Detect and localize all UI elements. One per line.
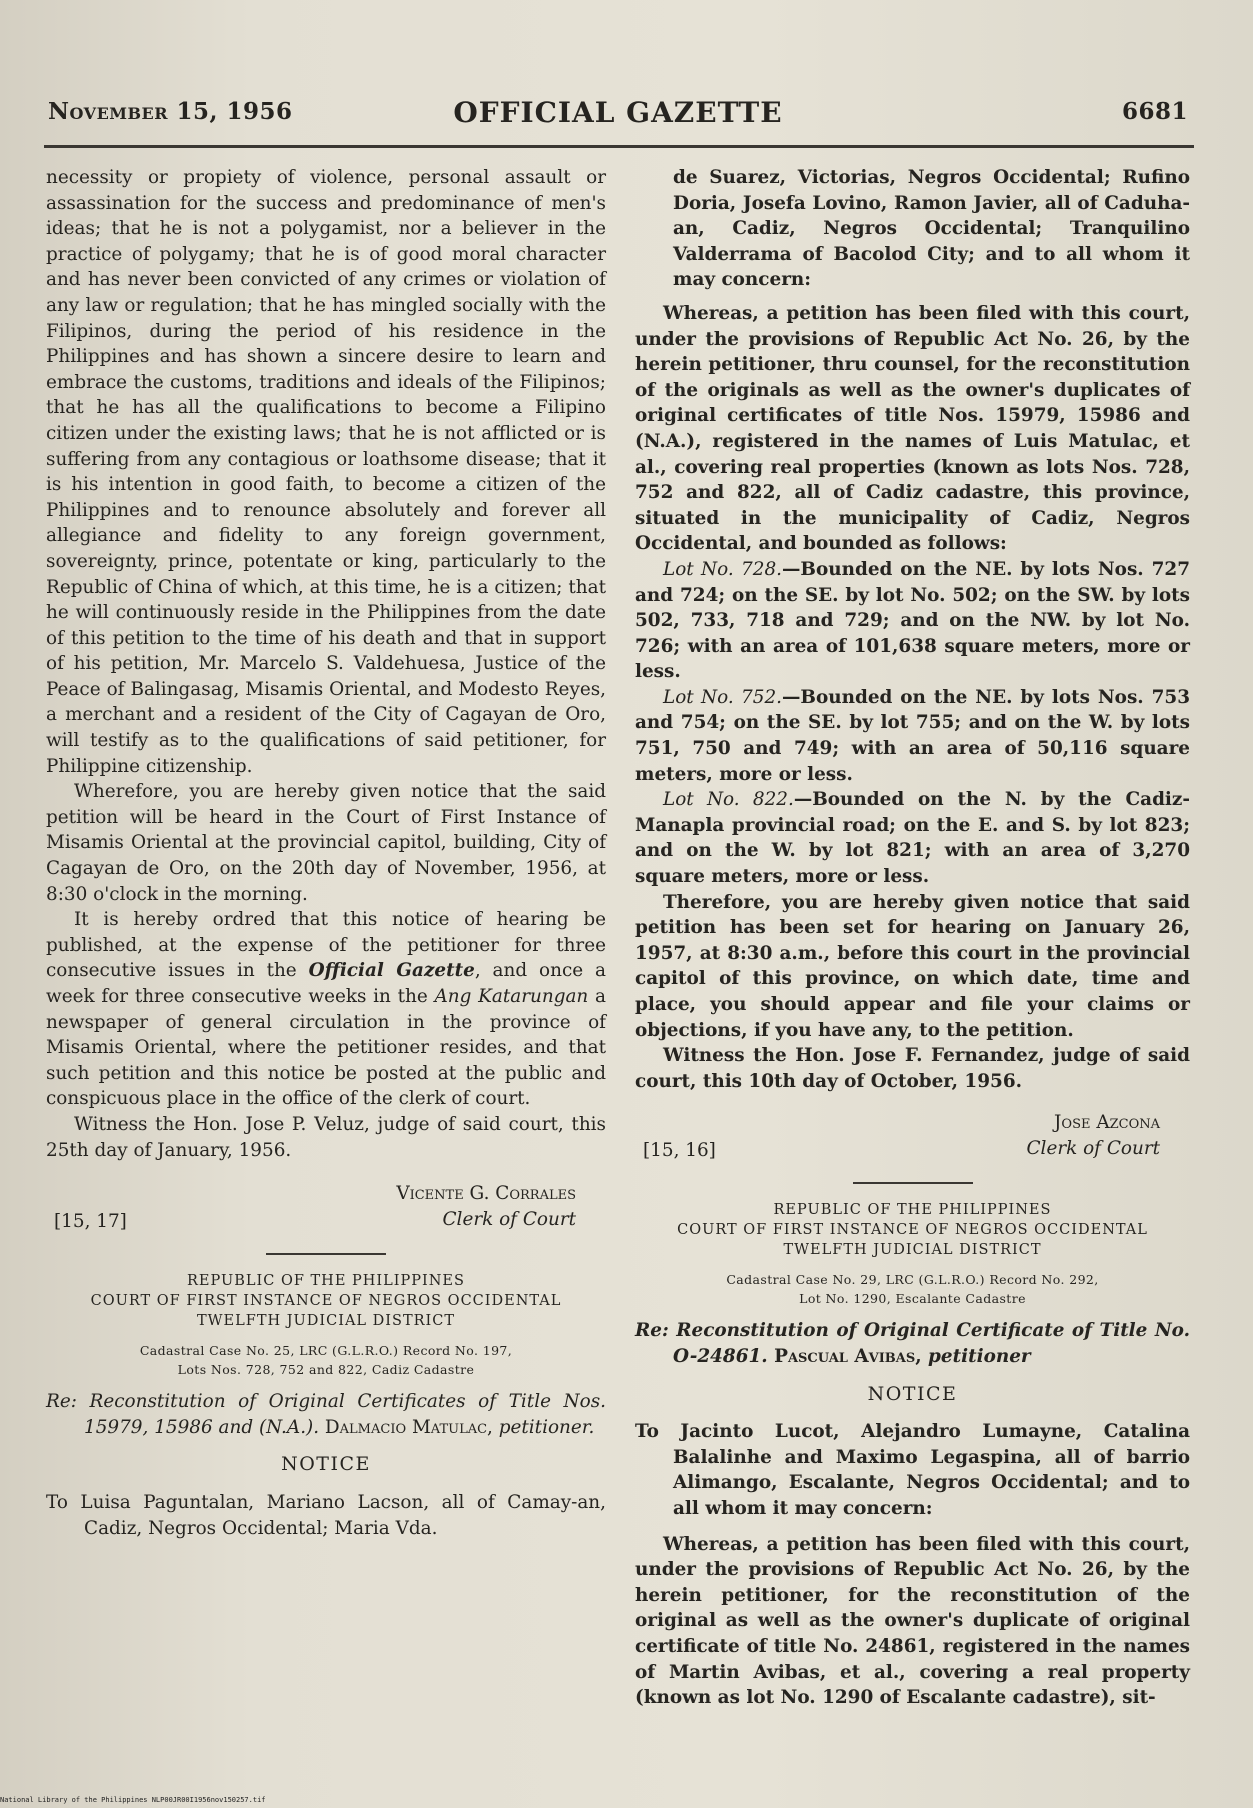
addressees: To Jacinto Lucot, Alejandro Lumayne, Catalina Balalinhe and Maximo Legaspina, all of barrio Alimango, Escalante, Negros Occidental; and to all whom it may concern: — [635, 1421, 1190, 1519]
clerk-name: Vicente G. Corrales — [396, 1183, 576, 1205]
witness-paragraph: Witness the Hon. Jose F. Fernandez, judge of said court, this 10th day of October, 1956. — [635, 1045, 1190, 1092]
court-line: REPUBLIC OF THE PHILIPPINES — [187, 1273, 465, 1290]
hearing-paragraph: Wherefore, you are hereby given notice that the said petition will be heard in the Court of First Instance of Misamis Oriental at the provincial capitol, building, City of Cagayan de Oro, on the 20th day of November, 1956, at 8:30 o'clock in the morning. — [46, 781, 606, 905]
addressees: To Luisa Paguntalan, Mariano Lacson, all of Camay-an, Cadiz, Negros Occidental; Maria Vda. — [46, 1491, 606, 1539]
court-line: COURT OF FIRST INSTANCE OF NEGROS OCCIDENTAL — [90, 1293, 562, 1310]
court-line: TWELFTH JUDICIAL DISTRICT — [783, 1242, 1042, 1259]
petitioner-name: Dalmacio Matulac, — [324, 1416, 493, 1438]
text-span: It is hereby ordred that this notice of hearing be published, at the expense of the petitioner for three consecutive issues in the — [46, 909, 606, 982]
notice-heading: NOTICE — [281, 1453, 371, 1476]
issue-date: November 15, 1956 — [48, 98, 293, 125]
petitioner-name: Pascual Avibas, — [774, 1345, 922, 1367]
lot-text: —Bounded on the N. by the Cadiz-Manapla provincial road; on the E. and S. by lot 823; and on the W. by lot 821; with an area of 3,270 square meters, more or less. — [635, 789, 1190, 888]
left-column — [46, 165, 606, 1541]
lot-label: Lot No. 752. — [663, 686, 783, 708]
lot-text: —Bounded on the NE. by lots Nos. 753 and 754; on the SE. by lot 755; and on the W. by lots 751, 750 and 749; with an area of 50,116 square meters, more or less. — [635, 686, 1190, 785]
page-number: 6681 — [1121, 98, 1188, 125]
right-column — [635, 165, 1190, 1711]
clerk-name: Jose Azcona — [1054, 1112, 1160, 1134]
publication-order-paragraph — [46, 907, 606, 1112]
case-line: Cadastral Case No. 25, LRC (G.L.R.O.) Record No. 197, — [139, 1343, 513, 1359]
lot-label: Lot No. 822. — [663, 789, 794, 811]
header-rule — [44, 145, 1194, 148]
case-info — [46, 1341, 606, 1379]
notice-heading: NOTICE — [867, 1382, 958, 1405]
court-line: TWELFTH JUDICIAL DISTRICT — [196, 1313, 456, 1330]
newspaper-name: Ang Katarungan — [434, 986, 589, 1007]
case-info — [635, 1270, 1190, 1308]
lot-description — [635, 557, 1190, 685]
witness-paragraph: Witness the Hon. Jose P. Veluz, judge of said court, this 25th day of January, 1956. — [46, 1113, 606, 1161]
section-divider — [853, 1182, 973, 1184]
petitioner-label: petitioner — [921, 1345, 1031, 1367]
clerk-office: Clerk of Court — [1026, 1138, 1160, 1160]
lot-description — [635, 787, 1190, 889]
gazette-name: Official Gazette — [308, 960, 475, 982]
archive-footer: National Library of the Philippines NLP00JR00I1956nov150257.tif — [0, 1796, 266, 1804]
court-heading — [635, 1200, 1190, 1260]
lot-description — [635, 685, 1190, 787]
re-text: Re: Reconstitution of Original Certificate of Title No. O-24861. — [635, 1320, 1190, 1367]
lot-label: Lot No. 728. — [663, 558, 783, 580]
page-header — [48, 98, 1188, 138]
issue-reference: [15, 17] — [54, 1211, 127, 1233]
section-divider — [266, 1253, 386, 1255]
case-line: Lots Nos. 728, 752 and 822, Cadiz Cadastre — [177, 1362, 475, 1378]
hearing-paragraph: Therefore, you are hereby given notice that said petition has been set for hearing on January 26, 1957, at 8:30 a.m., before this court in the provincial capitol of this province, on which date, time and place, you should appear and file your claims or objections, if you have any, to the petition. — [635, 891, 1190, 1041]
petition-paragraph: Whereas, a petition has been filed with this court, under the provisions of Republic Act No. 26, by the herein petitioner, for the reconstitution of the original as well as the owner's duplicate of original certificate of title No. 24861, registered in the names of Martin Avibas, et al., covering a real property (known as lot No. 1290 of Escalante cadastre), sit- — [635, 1533, 1190, 1709]
text-span: a newspaper of general circulation in the province of Misamis Oriental, where the petitioner resides, and that such petition and this notice be posted at the public and conspicuous place in the office of the clerk of court. — [46, 986, 606, 1110]
court-heading — [46, 1271, 606, 1331]
text-span: , and once a week for three consecutive weeks in the — [46, 960, 606, 1007]
signature-block — [46, 1177, 606, 1231]
court-line: COURT OF FIRST INSTANCE OF NEGROS OCCIDENTAL — [677, 1222, 1148, 1239]
petition-paragraph: Whereas, a petition has been filed with this court, under the provisions of Republic Act No. 26, by the herein petitioner, thru counsel, for the reconstitution of the originals as well as the owner's duplicates of original certificates of title Nos. 15979, 15986 and (N.A.), registered in the names of Luis Matulac, et al., covering real properties (known as lots Nos. 728, 752 and 822, all of Cadiz cadastre, this province, situated in the municipality of Cadiz, Negros Occidental, and bounded as follows: — [635, 302, 1190, 555]
case-line: Lot No. 1290, Escalante Cadastre — [799, 1291, 1026, 1307]
issue-reference: [15, 16] — [643, 1140, 716, 1162]
lot-text: —Bounded on the NE. by lots Nos. 727 and 724; on the SE. by lot No. 502; on the SW. by lots 502, 733, 718 and 729; and on the NW. by lot No. 726; with an area of 101,638 square meters, more or less. — [635, 558, 1190, 683]
case-line: Cadastral Case No. 29, LRC (G.L.R.O.) Record No. 292, — [726, 1272, 1099, 1288]
petitioner-label: petitioner. — [492, 1416, 595, 1438]
re-text: Re: Reconstitution of Original Certificates of Title Nos. 15979, 15986 and (N.A.). — [46, 1391, 606, 1438]
re-caption — [635, 1318, 1190, 1369]
addressees-continued: de Suarez, Victorias, Negros Occidental; Rufino Doria, Josefa Lovino, Ramon Javier, all of Caduha-an, Cadiz, Negros Occidental; Tranquilino Valderrama of Bacolod City; and to all whom it may concern: — [673, 167, 1190, 291]
publication-title: OFFICIAL GAZETTE — [453, 96, 783, 129]
re-caption — [46, 1389, 606, 1440]
clerk-office: Clerk of Court — [442, 1209, 576, 1231]
naturalization-paragraph: necessity or propiety of violence, personal assault or assassination for the success and predominance of men's ideas; that he is not a polygamist, nor a believer in the practice of polygamy; that he is of good moral character and has never been convicted of any crimes or violation of any law or regulation; that he has mingled socially with the Filipinos, during the period of his residence in the Philippines and has shown a sincere desire to learn and embrace the customs, traditions and ideals of the Filipinos; that he has all the qualifications to become a Filipino citizen under the existing laws; that he is not afflicted or is suffering from any contagious or loathsome disease; that it is his intention in good faith, to become a citizen of the Philippines and to renounce absolutely and forever all allegiance and fidelity to any foreign government, sovereignty, prince, potentate or king, particularly to the Republic of China of which, at this time, he is a citizen; that he will continuously reside in the Philippines from the date of this petition to the time of his death and that in support of his petition, Mr. Marcelo S. Valdehuesa, Justice of the Peace of Balingasag, Misamis Oriental, and Modesto Reyes, a merchant and a resident of the City of Cagayan de Oro, will testify as to the qualifications of said petitioner, for Philippine citizenship. — [46, 167, 606, 777]
signature-block — [635, 1106, 1190, 1160]
court-line: REPUBLIC OF THE PHILIPPINES — [773, 1202, 1052, 1219]
